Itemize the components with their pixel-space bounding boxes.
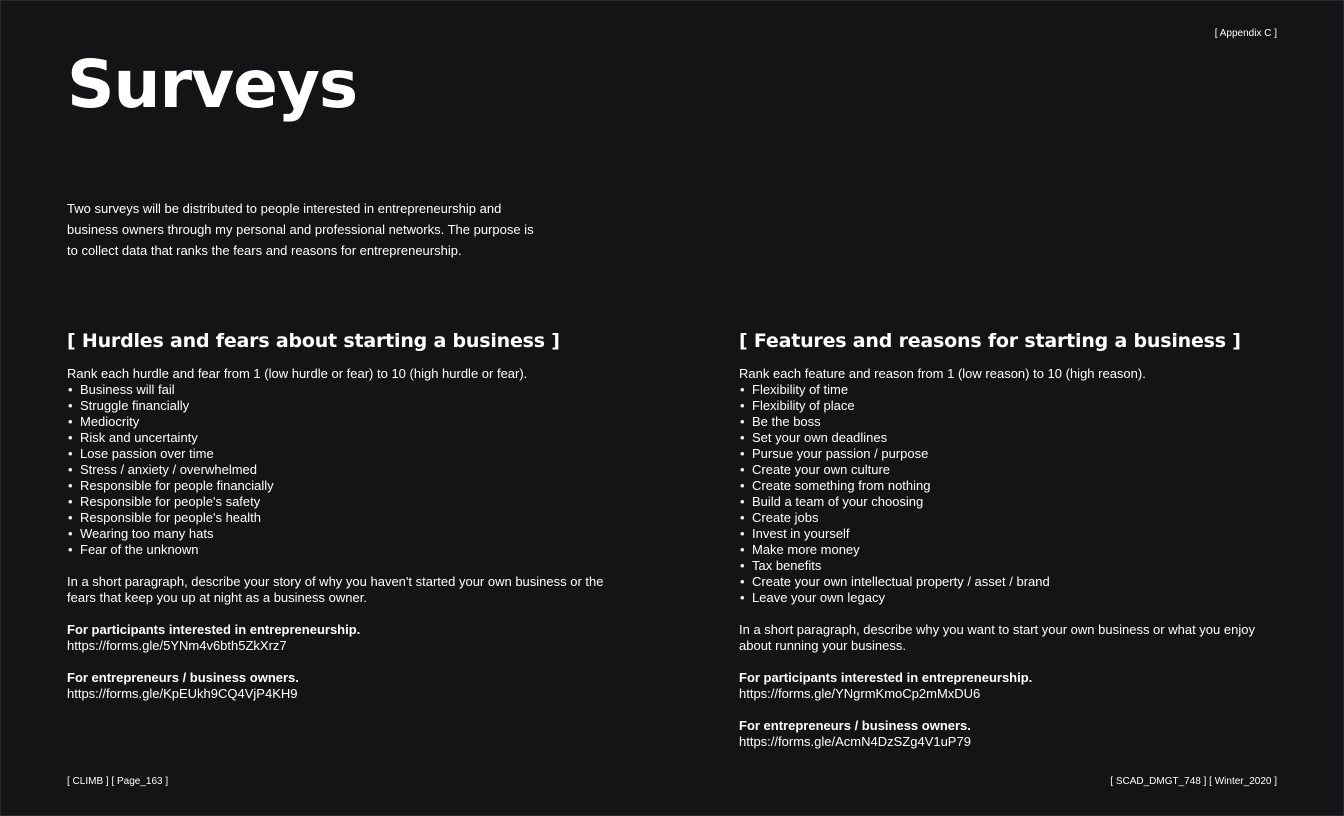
list-item: • Responsible for people's health [67,510,607,526]
list-item: • Leave your own legacy [739,590,1279,606]
list-item: • Be the boss [739,414,1279,430]
list-item: • Create something from nothing [739,478,1279,494]
owners-form-link[interactable]: https://forms.gle/KpEUkh9CQ4VjP4KH9 [67,686,298,701]
features-paragraph-prompt: In a short paragraph, describe why you want to start your own business or what you enjoy about running your business. [739,622,1255,653]
hurdles-survey-section [67,328,607,702]
list-item: • Flexibility of time [739,382,1279,398]
appendix-label: [ Appendix C ] [1214,28,1277,39]
footer-right: [ SCAD_DMGT_748 ] [ Winter_2020 ] [1110,776,1277,787]
hurdles-heading: [ Hurdles and fears about starting a business ] [67,330,560,352]
footer-left: [ CLIMB ] [ Page_163 ] [67,776,169,787]
features-heading: [ Features and reasons for starting a business ] [739,330,1241,352]
participants-form-link[interactable]: https://forms.gle/5YNm4v6bth5ZkXrz7 [67,638,287,653]
list-item: • Build a team of your choosing [739,494,1279,510]
list-item: • Make more money [739,542,1279,558]
participants-label: For participants interested in entrepreneurship. [739,670,1033,685]
owners-form-link[interactable]: https://forms.gle/AcmN4DzSZg4V1uP79 [739,734,971,749]
list-item: • Wearing too many hats [67,526,607,542]
list-item: • Pursue your passion / purpose [739,446,1279,462]
list-item: • Set your own deadlines [739,430,1279,446]
hurdles-owners-block [67,670,607,702]
list-item: • Lose passion over time [67,446,607,462]
features-participants-block [739,670,1279,702]
hurdles-instructions: Rank each hurdle and fear from 1 (low hurdle or fear) to 10 (high hurdle or fear). [67,366,528,381]
list-item: • Mediocrity [67,414,607,430]
hurdles-paragraph-prompt: In a short paragraph, describe your story of why you haven't started your own business or the fears that keep you up at night as a business owner. [67,574,604,605]
list-item: • Tax benefits [739,558,1279,574]
list-item: • Create your own intellectual property / asset / brand [739,574,1279,590]
participants-label: For participants interested in entrepreneurship. [67,622,361,637]
hurdles-participants-block [67,622,607,654]
list-item: • Flexibility of place [739,398,1279,414]
list-item: • Fear of the unknown [67,542,607,558]
list-item: • Risk and uncertainty [67,430,607,446]
page-title: Surveys [67,46,358,123]
list-item: • Stress / anxiety / overwhelmed [67,462,607,478]
list-item: • Create your own culture [739,462,1279,478]
list-item: • Invest in yourself [739,526,1279,542]
intro-paragraph: Two surveys will be distributed to people interested in entrepreneurship and business owners through my personal and professional networks. The purpose is to collect data that ranks the fears and reasons for entrepreneurship. [67,201,534,258]
list-item: • Business will fail [67,382,607,398]
features-survey-section [739,328,1279,750]
features-owners-block [739,718,1279,750]
list-item: • Responsible for people financially [67,478,607,494]
list-item: • Struggle financially [67,398,607,414]
hurdles-list [67,382,607,558]
list-item: • Responsible for people's safety [67,494,607,510]
owners-label: For entrepreneurs / business owners. [67,670,299,685]
participants-form-link[interactable]: https://forms.gle/YNgrmKmoCp2mMxDU6 [739,686,981,701]
features-instructions: Rank each feature and reason from 1 (low reason) to 10 (high reason). [739,366,1146,381]
owners-label: For entrepreneurs / business owners. [739,718,971,733]
features-list [739,382,1279,606]
list-item: • Create jobs [739,510,1279,526]
